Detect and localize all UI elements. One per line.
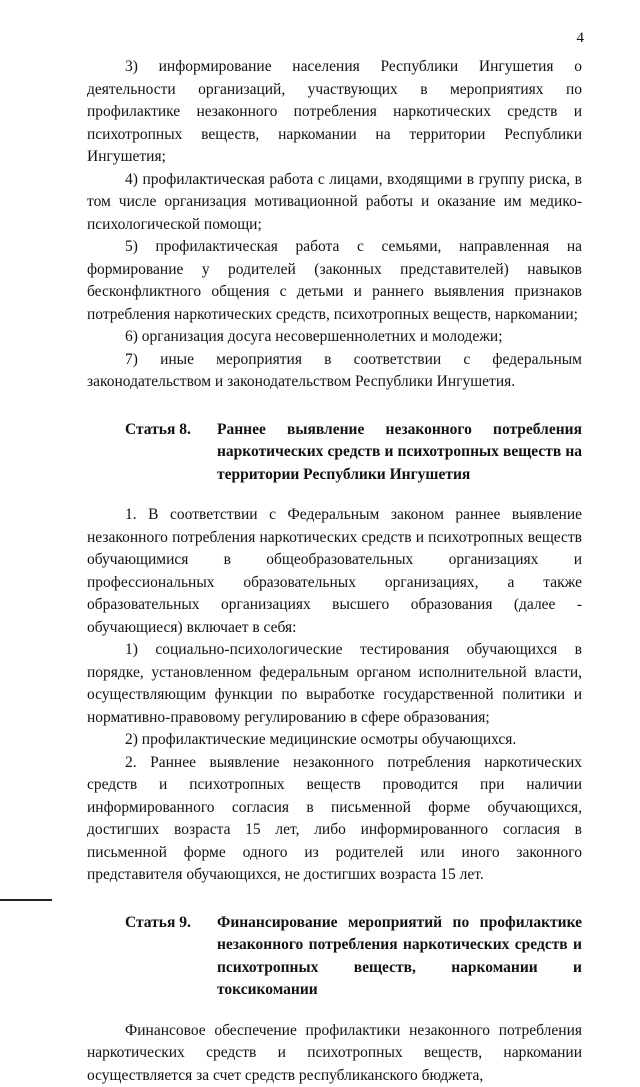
paragraph: 7) иные мероприятия в соответствии с федеральным законодательством и законодательством Республики Ингушетия. (87, 349, 582, 394)
article-number: Статья 9. (87, 912, 217, 1002)
article-8-heading (87, 419, 582, 487)
paragraph: 2. Раннее выявление незаконного потребления наркотических средств и психотропных веществ проводится при наличии информированного согласия в письменной форме обучающихся, достигших возраста 15 лет, либо информированного согласия в письменной форме одного из родителей или иного законного представителя обучающихся, не достигших возраста 15 лет. (87, 752, 582, 887)
article-title: Финансирование мероприятий по профилактике незаконного потребления наркотических средств и психотропных веществ, наркомании и токсикомании (217, 912, 582, 1002)
paragraph: 1. В соответствии с Федеральным законом раннее выявление незаконного потребления наркотических средств и психотропных веществ обучающимися в общеобразовательных организациях и профессиональных образовательных организациях, а также образовательных организациях высшего образования (далее - обучающиеся) включает в себя: (87, 504, 582, 639)
paragraph: 6) организация досуга несовершеннолетних и молодежи; (87, 326, 582, 349)
article-number: Статья 8. (87, 419, 217, 487)
paragraph: 3) информирование населения Республики Ингушетия о деятельности организаций, участвующих в мероприятиях по профилактике незаконного потребления наркотических средств и психотропных веществ, наркомании на территории Республики Ингушетия; (87, 56, 582, 169)
paragraph: Финансовое обеспечение профилактики незаконного потребления наркотических средств и психотропных веществ, наркомании осуществляется за счет средств республиканского бюджета, (87, 1020, 582, 1087)
article-9-heading (87, 912, 582, 1002)
scan-edge-mark (0, 899, 52, 901)
document-body (87, 56, 582, 1087)
paragraph: 1) социально-психологические тестирования обучающихся в порядке, установленном федеральным органом исполнительной власти, осуществляющим функции по выработке государственной политики и нормативно-правовому регулированию в сфере образования; (87, 639, 582, 729)
paragraph: 4) профилактическая работа с лицами, входящими в группу риска, в том числе организация мотивационной работы и оказание им медико-психологической помощи; (87, 169, 582, 237)
paragraph: 2) профилактические медицинские осмотры обучающихся. (87, 729, 582, 752)
article-title: Раннее выявление незаконного потребления наркотических средств и психотропных веществ на территории Республики Ингушетия (217, 419, 582, 487)
paragraph: 5) профилактическая работа с семьями, направленная на формирование у родителей (законных представителей) навыков бесконфликтного общения с детьми и раннего выявления признаков потребления наркотических средств, психотропных веществ, наркомании; (87, 236, 582, 326)
page-number: 4 (577, 30, 585, 47)
